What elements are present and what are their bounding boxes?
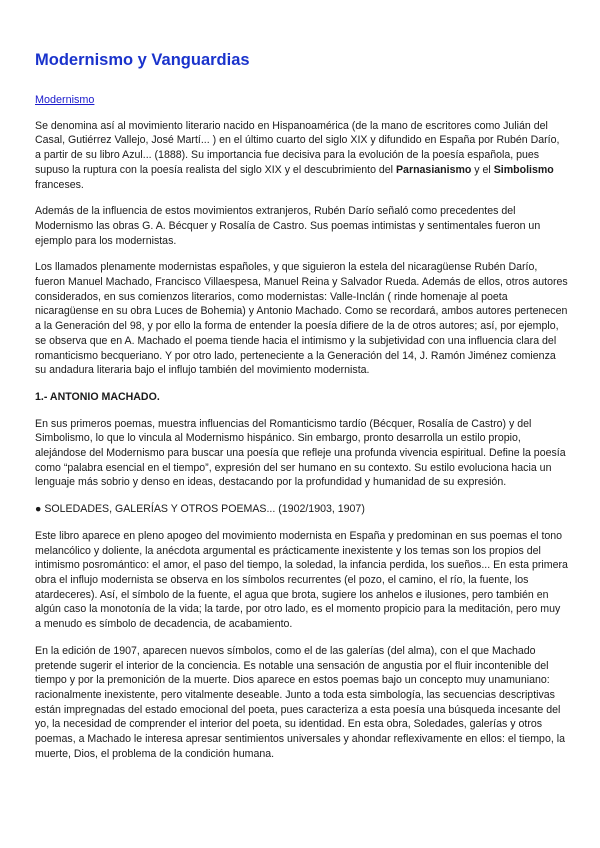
paragraph-soledades: Este libro aparece en pleno apogeo del movimiento modernista en España y predominan en sus poemas el tono melancólico y doliente, la anécdota argumental es prácticamente inexistente y los temas son los propios del intimismo posromántico: el amor, el paso del tiempo, la soledad, la infancia perdida, los sueños... En esta primera obra el influjo modernista se observa en los símbolos recurrentes (el pozo, el camino, el río, la fuente, los atardeceres). Así, el símbolo de la fuente, el agua que brota, sugiere los anhelos e ilusiones, pero también en algún caso la monotonía de la vida; la tarde, por otro lado, es el momento propicio para la meditación, pero muy a menudo es símbolo de decadencia, de acabamiento.: [35, 529, 568, 631]
paragraph-spanish-modernists: Los llamados plenamente modernistas españoles, y que siguieron la estela del nicaragüense Rubén Darío, fueron Manuel Machado, Francisco Villaespesa, Manuel Reina y Salvador Rueda. Además de ellos, otros autores considerados, en sus comienzos literarios, como modernistas: Valle-Inclán ( rinde homenaje al poeta nicaragüense en su obra Luces de Bohemia) y Antonio Machado. Como se recordará, ambos autores pertenecen a la Generación del 98, y por ello la forma de entender la poesía difiere de la de otros autores; así, por ejemplo, se observa que en A. Machado el poema tiende hacia el intimismo y la subjetividad con una influencia clara del romanticismo becqueriano. Y por otro lado, perteneciente a la Generación del 14, J. Ramón Jiménez comienza su andadura literaria bajo el influjo también del movimiento modernista.: [35, 261, 568, 377]
page-title: Modernismo y Vanguardias: [35, 51, 250, 69]
paragraph-edicion-1907: En la edición de 1907, aparecen nuevos símbolos, como el de las galerías (del alma), con el que Machado pretende sugerir el interior de la conciencia. Es notable una sensación de angustia por el fluir incontenible del tiempo y por la premonición de la muerte. Dios aparece en estos poemas bajo un concepto muy unamuniano: racionalmente inexistente, pero vitalmente deseable. Junto a toda esta simbología, las secuencias descriptivas están impregnadas del estado emocional del poeta, pues caracteriza a esta poesía una búsqueda incesante del yo, la necesidad de comprender el interior del poeta, su identidad. En esta obra, Soledades, galerías y otros poemas, a Machado le interesa apresar sentimientos universales y ahondar reflexivamente en ellos: el tiempo, la muerte, Dios, el problema de la condición humana.: [35, 644, 565, 760]
intro-text-d: franceses.: [35, 178, 84, 191]
paragraph-intro: [35, 119, 568, 193]
bullet-soledades: ● SOLEDADES, GALERÍAS Y OTROS POEMAS... (1902/1903, 1907): [35, 503, 365, 516]
paragraph-machado-style: En sus primeros poemas, muestra influencias del Romanticismo tardío (Bécquer, Rosalía de Castro) y del Simbolismo, lo que lo vincula al Modernismo hispánico. Sin embargo, pronto desarrolla un estilo propio, alejándose del Modernismo para buscar una poesía que refleje una profunda vivencia espiritual. Define la poesía como “palabra esencial en el tiempo”, expresión del ser humano en su contexto. Su estilo evoluciona hacia un lenguaje más sobrio y denso en ideas, destacando por la profundidad y humanidad de su expresión.: [35, 417, 566, 489]
intro-text-c: y el: [471, 163, 494, 176]
intro-text-a: Se denomina así al movimiento literario nacido en Hispanoamérica (de la mano de escritores como Julián del Casal, Gutiérrez Vallejo, José Martí... ) en el último cuarto del siglo XIX y difundido en España por Rubén Darío, a partir de su libro Azul... (1888). Su importancia fue decisiva para la evolución de la poesía española, pues supuso la ruptura con la poesía realista del siglo XIX y el descubrimiento del: [35, 119, 560, 176]
section-heading-antonio-machado: 1.- ANTONIO MACHADO.: [35, 390, 160, 403]
document-page: [35, 50, 568, 773]
simbolismo-term: Simbolismo: [493, 163, 554, 176]
modernismo-link[interactable]: Modernismo: [35, 94, 95, 106]
parnasianismo-term: Parnasianismo: [395, 163, 472, 176]
paragraph-influences: Además de la influencia de estos movimientos extranjeros, Rubén Darío señaló como precedentes del Modernismo las obras G. A. Bécquer y Rosalía de Castro. Sus poemas intimistas y sentimentales fueron un ejemplo para los modernistas.: [35, 205, 541, 247]
